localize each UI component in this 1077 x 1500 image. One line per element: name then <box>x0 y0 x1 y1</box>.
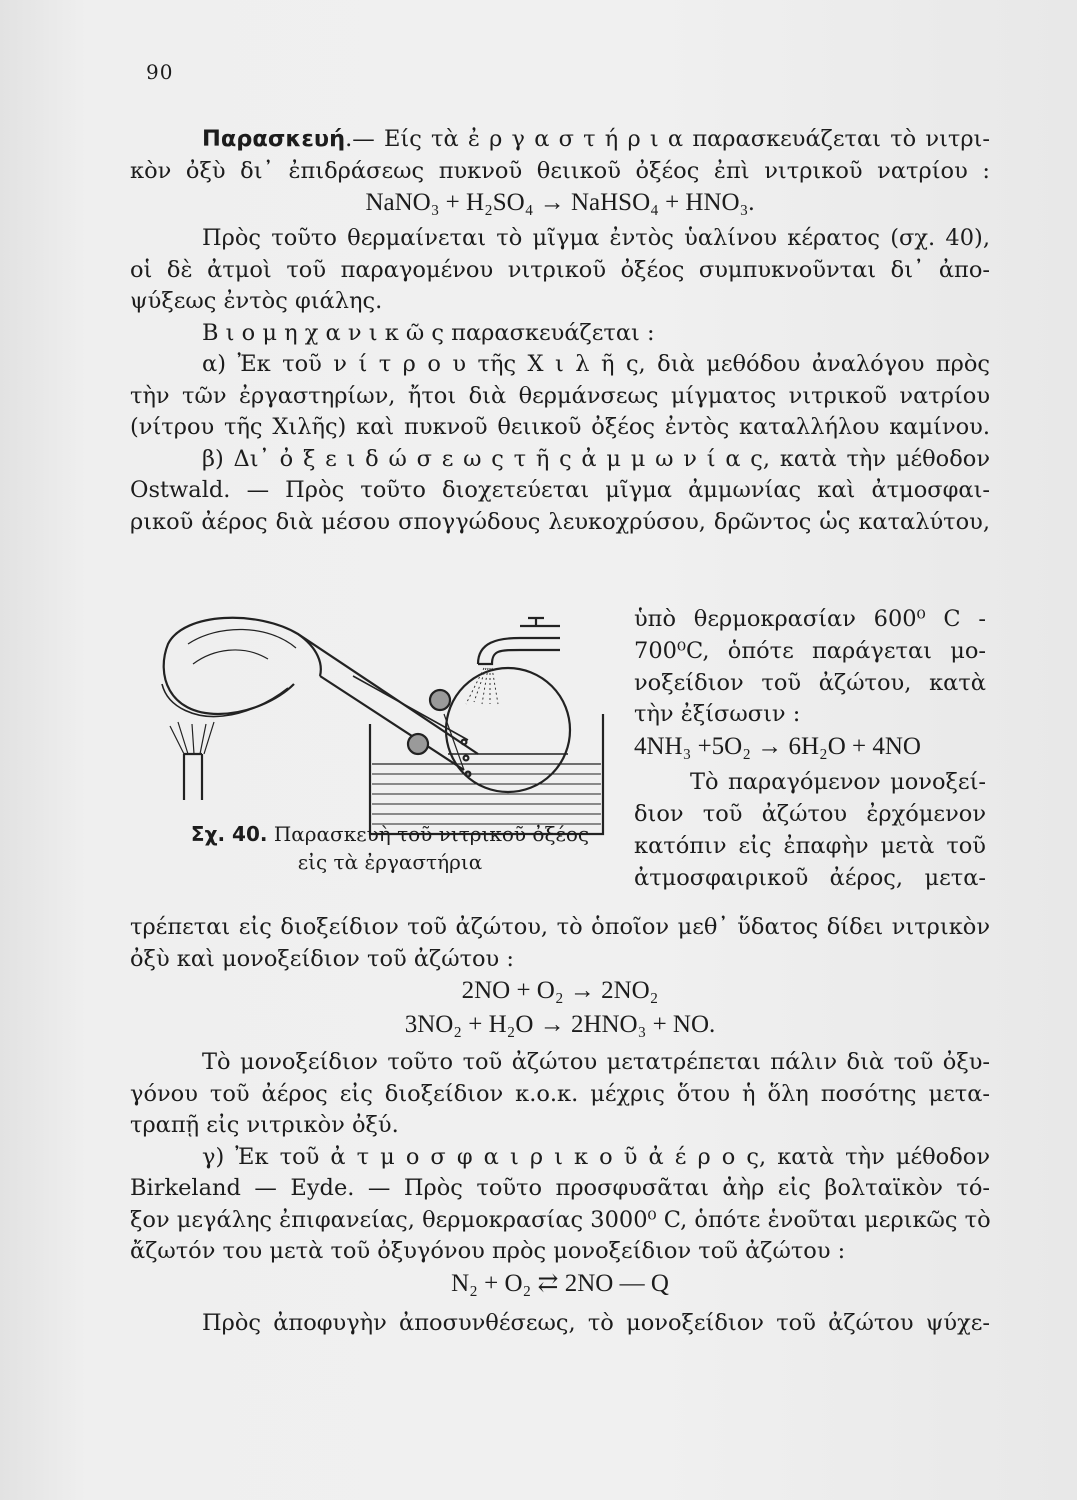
right-line3: νοξείδιον τοῦ ἀζώτου, κατὰ <box>634 669 986 696</box>
para1-line1: Παρασκευή.— Είς τὰ ἐ ρ γ α σ τ ή ρ ι α παρασκευάζεται τὸ νιτρι- <box>202 126 990 152</box>
right-line2: 700⁰C, ὁπότε παράγεται μο- <box>634 637 986 664</box>
para6-line1: τρέπεται εἰς διοξείδιον τοῦ ἀζώτου, τὸ ὁποῖον μεθ᾽ ὕδατος δίδει νιτρικὸν <box>130 914 990 940</box>
para5-line2: Ostwald. — Πρὸς τοῦτο διοχετεύεται μῖγμα ἀμμωνίας καὶ ἀτμοσφαι- <box>130 477 990 503</box>
para8-line2: Birkeland — Eyde. — Πρὸς τοῦτο προσφυσᾶται ἀὴρ εἰς βολταϊκὸν τό- <box>130 1175 990 1201</box>
para2-line2: οἱ δὲ ἀτμοὶ τοῦ παραγομένου νιτρικοῦ ὀξέος συμπυκνοῦνται δι᾽ ἀπο- <box>130 256 990 283</box>
section-heading: Παρασκευή <box>202 126 346 152</box>
right-line8: ἀτμοσφαιρικοῦ ἀέρος, μετα- <box>634 864 986 891</box>
para7-line1: Τὸ μονοξείδιον τοῦτο τοῦ ἀζώτου μετατρέπεται πάλιν διὰ τοῦ ὀξυ- <box>202 1049 990 1075</box>
para8-line4: ἄζωτόν του μετὰ τοῦ ὀξυγόνου πρὸς μονοξείδιον τοῦ ἀζώτου : <box>130 1238 846 1264</box>
page-number: 90 <box>146 60 174 84</box>
para3: Β ι ο μ η χ α ν ι κ ῶ ς παρασκευάζεται : <box>202 319 655 346</box>
caption-line1: Σχ. 40. Παρασκευὴ τοῦ νιτρικοῦ ὀξέος <box>190 822 590 846</box>
para5-line3: ρικοῦ ἀέρος διὰ μέσου σπογγώδους λευκοχρύσου, δρῶντος ὡς καταλύτου, <box>130 508 990 535</box>
para8-line3: ξον μεγάλης ἐπιφανείας, θερμοκρασίας 3000⁰ C, ὁπότε ἑνοῦται μερικῶς τὸ <box>130 1206 991 1233</box>
right-line7: κατόπιν εἰς ἐπαφὴν μετὰ τοῦ <box>634 832 986 859</box>
equation-5: N₂ + O₂ ⇄ 2NO — Q <box>451 1269 669 1297</box>
retort-bulb-outline <box>164 618 321 714</box>
equation-4: 3NO₂ + H₂O → 2HNO₃ + NO. <box>404 1011 716 1038</box>
text-block-bottom <box>130 912 990 1339</box>
caption-line2: εἰς τὰ ἐργαστήρια <box>297 850 483 874</box>
text-block-top <box>130 124 990 538</box>
equation-3: 2NO + O₂ → 2NO₂ <box>461 977 659 1004</box>
para8-line1: γ) Ἐκ τοῦ ἀ τ μ ο σ φ α ι ρ ι κ ο ῦ ἀ έ ρ ο ς, κατὰ τὴν μέθοδον <box>202 1143 990 1170</box>
para4-line1: α) Ἐκ τοῦ ν ί τ ρ ο υ τῆς Χ ι λ ῆ ς, διὰ μεθόδου ἀναλόγου πρὸς <box>202 351 990 377</box>
para1-line2: κὸν ὀξὺ δι᾽ ἐπιδράσεως πυκνοῦ θειικοῦ ὀξέος ἐπὶ νιτρικοῦ νατρίου : <box>130 157 990 184</box>
para7-line2: γόνου τοῦ ἀέρος εἰς διοξείδιον κ.ο.κ. μέχρις ὅτου ἡ ὅλη ποσότης μετα- <box>130 1080 990 1107</box>
para4-line3: (νίτρου τῆς Χιλῆς) καὶ πυκνοῦ θειικοῦ ὀξέος ἐντὸς καταλλήλου καμίνου. <box>130 414 990 440</box>
para9: Πρὸς ἀποφυγὴν ἀποσυνθέσεως, τὸ μονοξείδιον τοῦ ἀζώτου ψύχε- <box>202 1309 990 1336</box>
para7-line3: τραπῇ εἰς νιτρικὸν ὀξύ. <box>130 1112 399 1138</box>
para6-line2: ὀξὺ καὶ μονοξείδιον τοῦ ἀζώτου : <box>130 945 514 972</box>
apparatus-figure <box>148 604 610 836</box>
right-line6: διον τοῦ ἀζώτου ἐρχόμενον <box>634 800 986 827</box>
caption-label: Σχ. 40. <box>190 822 268 846</box>
right-line5: Τὸ παραγόμενον μονοξεί- <box>690 769 986 796</box>
figure-caption <box>170 820 610 876</box>
right-column-text <box>634 604 986 894</box>
right-line4: τὴν ἐξίσωσιν : <box>634 701 801 728</box>
para2-line3: ψύξεως ἐντὸς φιάλης. <box>130 288 383 314</box>
equation-2: 4NH₃ +5O₂ → 6H₂O + 4NO <box>634 733 921 761</box>
right-line1: ὑπὸ θερμοκρασίαν 600⁰ C - <box>634 606 986 632</box>
para4-line2: τὴν τῶν ἐργαστηρίων, ἤτοι διὰ θερμάνσεως μίγματος νιτρικοῦ νατρίου <box>130 382 990 409</box>
para5-line1: β) Δι᾽ ὀ ξ ε ι δ ώ σ ε ω ς τ ῆ ς ἀ μ μ ω ν ί α ς, κατὰ τὴν μέθοδον <box>202 445 990 472</box>
para2-line1: Πρὸς τοῦτο θερμαίνεται τὸ μῖγμα ἐντὸς ὑαλίνου κέρατος (σχ. 40), <box>202 225 990 251</box>
equation-1: NaNO₃ + H₂SO₄ → NaHSO₄ + HNO₃. <box>365 189 755 216</box>
